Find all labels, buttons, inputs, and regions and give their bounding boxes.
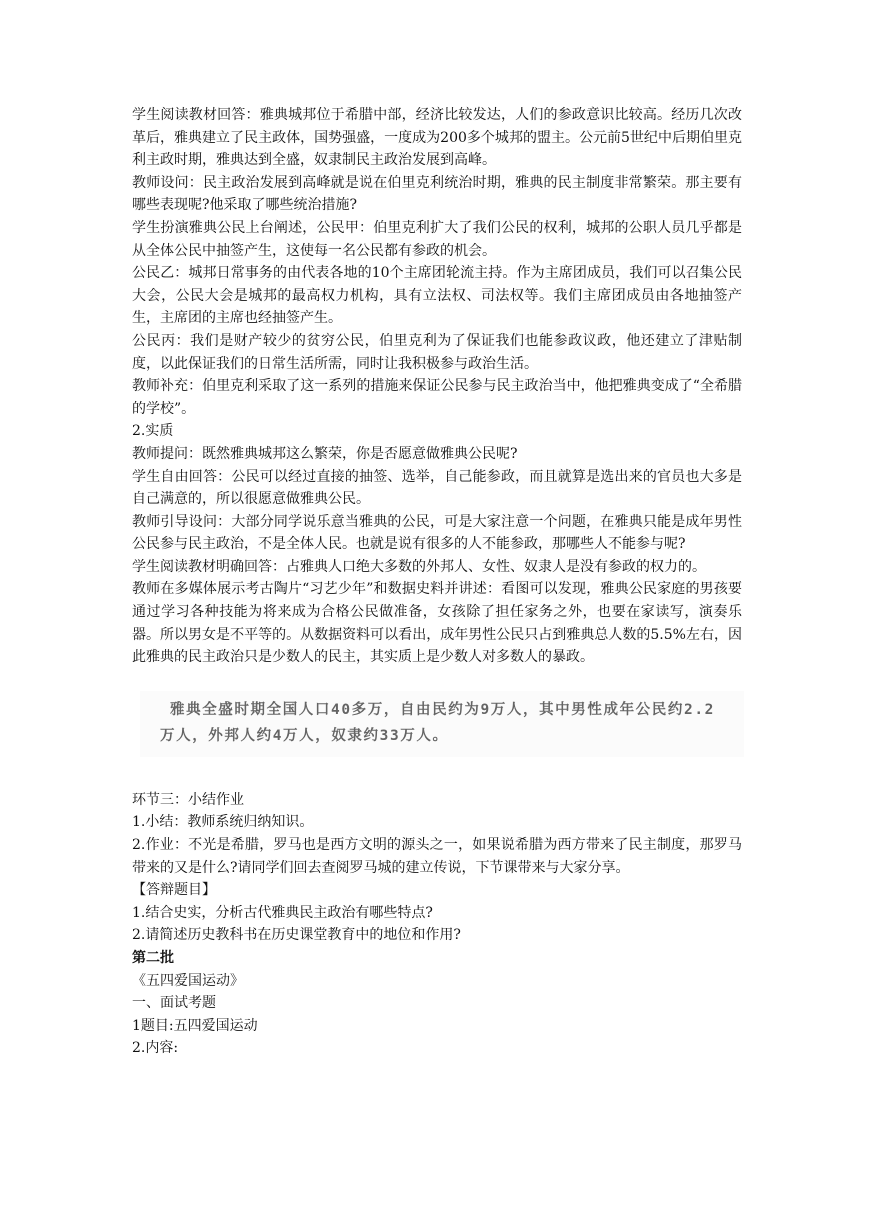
data-source-image — [140, 691, 744, 757]
paragraph: 教师提问：既然雅典城邦这么繁荣，你是否愿意做雅典公民呢? — [132, 445, 518, 462]
figure-text-line-1: 雅典全盛时期全国人口40多万，自由民约为9万人，其中男性成年公民约2.2 — [170, 701, 715, 718]
paragraph: 学生自由回答：公民可以经过直接的抽签、选举，自己能参政，而且就算是选出来的官员也大多是自己满意的，所以很愿意做雅典公民。 — [132, 468, 742, 508]
paragraph: 2.作业：不光是希腊，罗马也是西方文明的源头之一，如果说希腊为西方带来了民主制度，那罗马带来的又是什么?请同学们回去查阅罗马城的建立传说，下节课带来与大家分享。 — [132, 837, 742, 876]
figure-text-line-2: 万人，外邦人约4万人，奴隶约33万人。 — [160, 727, 449, 744]
paragraph: 1.小结：教师系统归纳知识。 — [132, 814, 314, 831]
paragraph: 学生阅读教材回答：雅典城邦位于希腊中部，经济比较发达，人们的参政意识比较高。经历几次改革后，雅典建立了民主政体，国势强盛，一度成为200多个城邦的盟主。公元前5世纪中后期伯里克利主政时期，雅典达到全盛，奴隶制民主政治发展到高峰。 — [132, 107, 742, 169]
paragraph: 1题目:五四爱国运动 — [132, 1017, 258, 1034]
paragraph: 教师设问：民主政治发展到高峰就是说在伯里克利统治时期，雅典的民主制度非常繁荣。那主要有哪些表现呢?他采取了哪些统治措施? — [132, 174, 742, 214]
paragraph: 学生扮演雅典公民上台阐述，公民甲：伯里克利扩大了我们公民的权利，城邦的公职人员几乎都是从全体公民中抽签产生，这使每一名公民都有参政的机会。 — [132, 219, 742, 259]
question: 2.请简述历史教科书在历史课堂教育中的地位和作用? — [132, 927, 461, 944]
section-heading: 【答辩题目】 — [132, 882, 216, 899]
paragraph: 学生阅读教材明确回答：占雅典人口绝大多数的外邦人、女性、奴隶人是没有参政的权力的。 — [132, 558, 706, 575]
paragraph: 教师引导设问：大部分同学说乐意当雅典的公民，可是大家注意一个问题，在雅典只能是成年男性公民参与民主政治，不是全体人民。也就是说有很多的人不能参政，那哪些人不能参与呢? — [132, 513, 742, 553]
section-heading: 一、面试考题 — [132, 995, 216, 1012]
paragraph: 教师在多媒体展示考古陶片“习艺少年”和数据史料并讲述：看图可以发现，雅典公民家庭的男孩要通过学习各种技能为将来成为合格公民做准备，女孩除了担任家务之外，也要在家读写，演奏乐器。所以男女是不平等的。从数据资料可以看出，成年男性公民只占到雅典总人数的5.5%左右，因此雅典的民主政治只是少数人的民主，其实质上是少数人对多数人的暴政。 — [132, 581, 742, 666]
section-heading: 环节三：小结作业 — [132, 791, 244, 808]
lesson-title: 《五四爱国运动》 — [132, 972, 244, 989]
paragraph: 2.内容: — [132, 1040, 179, 1057]
subheading: 2.实质 — [132, 423, 174, 440]
paragraph: 公民丙：我们是财产较少的贫穷公民，伯里克利为了保证我们也能参政议政，他还建立了津贴制度，以此保证我们的日常生活所需，同时让我积极参与政治生活。 — [132, 332, 742, 372]
document-body — [132, 104, 742, 1060]
question: 1.结合史实，分析古代雅典民主政治有哪些特点? — [132, 904, 433, 921]
batch-heading: 第二批 — [132, 950, 174, 966]
paragraph: 教师补充：伯里克利采取了这一系列的措施来保证公民参与民主政治当中，他把雅典变成了“全希腊的学校”。 — [132, 378, 742, 417]
paragraph: 公民乙：城邦日常事务的由代表各地的10个主席团轮流主持。作为主席团成员，我们可以召集公民大会，公民大会是城邦的最高权力机构，具有立法权、司法权等。我们主席团成员由各地抽签产生，主席团的主席也经抽签产生。 — [132, 265, 742, 327]
